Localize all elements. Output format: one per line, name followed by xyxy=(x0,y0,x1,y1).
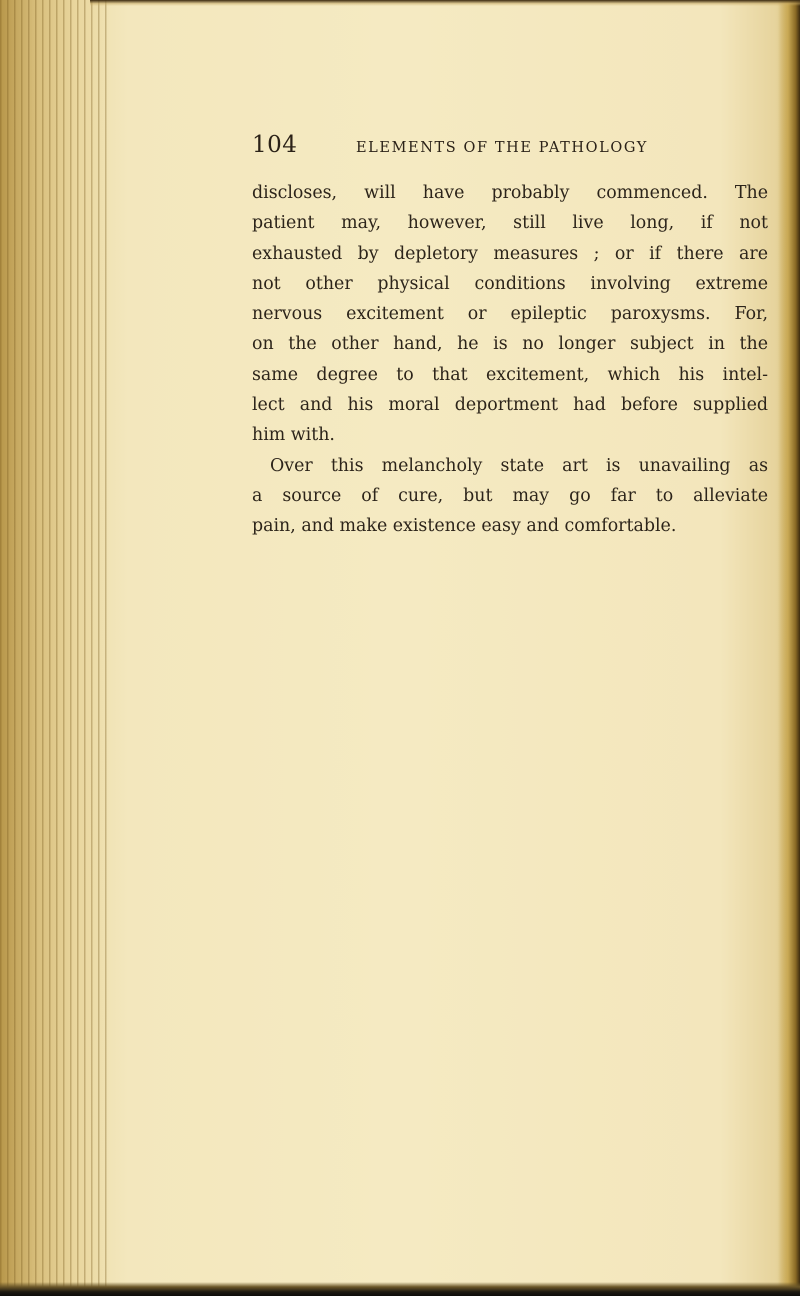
text-line: pain, and make existence easy and comfortable. xyxy=(252,516,677,537)
page-bottom-edge xyxy=(0,1282,800,1296)
page-number: 104 xyxy=(252,132,298,158)
page-stack-left-edge xyxy=(0,0,110,1296)
page-right-edge xyxy=(778,0,800,1296)
running-head: ELEMENTS OF THE PATHOLOGY xyxy=(356,140,648,156)
text-line: lect and his moral deportment had before supplied xyxy=(252,395,768,416)
body-text xyxy=(252,178,768,542)
paragraph xyxy=(252,178,768,451)
text-line: Over this melancholy state art is unavailing as xyxy=(270,455,768,476)
page-top-edge xyxy=(90,0,800,6)
text-line: a source of cure, but may go far to alleviate xyxy=(252,485,768,506)
text-line: not other physical conditions involving extreme xyxy=(252,273,768,294)
text-line: same degree to that excitement, which his intel- xyxy=(252,364,768,385)
text-line: exhausted by depletory measures ; or if there are xyxy=(252,243,768,264)
text-line: nervous excitement or epileptic paroxysms. For, xyxy=(252,304,768,325)
text-line: discloses, will have probably commenced. The xyxy=(252,183,768,203)
text-line: patient may, however, still live long, if not xyxy=(252,213,768,234)
text-line: on the other hand, he is no longer subject in the xyxy=(252,334,768,355)
page-header xyxy=(252,132,772,166)
paragraph xyxy=(252,451,768,542)
text-line: him with. xyxy=(252,425,335,446)
